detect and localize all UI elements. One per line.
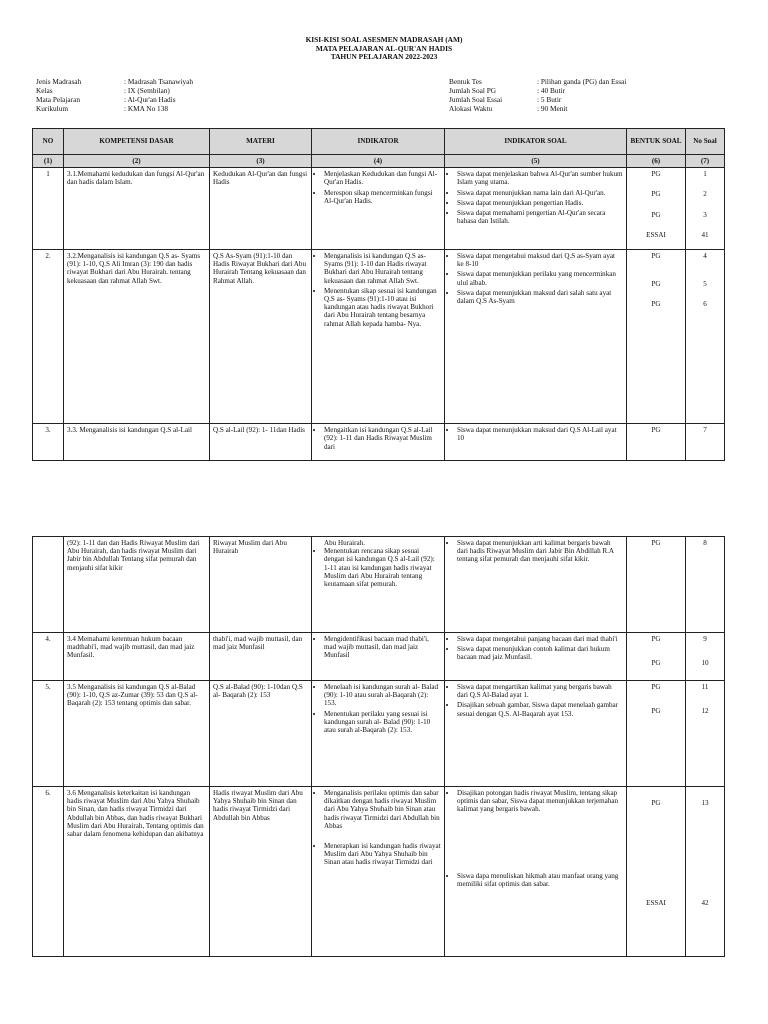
kisi-kisi-table-part-1: [32, 128, 725, 461]
bentuk-item: PG: [651, 426, 661, 435]
no-soal-item: 6: [703, 300, 707, 309]
indikator-item: • Menelaah isi kandungan surah al- Balad (90): 1-10 atau surah al-Baqarah (2): 153.: [324, 683, 441, 708]
col-number: (1): [33, 154, 64, 168]
indikator-item: • Merespon sikap mencerminkan fungsi Al-Qur'an Hadis.: [324, 189, 441, 205]
no-soal: [686, 250, 725, 424]
indikator-item: • Menganalisis isi kandungan Q.S as- Syams (91): 1-10 dan Hadis riwayat Bukhari dari Abu Hurairah tentang kekuasaan dan rahmat Allah Swt.: [324, 252, 441, 285]
indikator-soal: [445, 168, 627, 250]
bentuk-soal: [627, 168, 686, 250]
indikator-soal-item: • Siswa dapat mengetahui maksud dari Q.S as-Syam ayat ke 8-10: [457, 252, 623, 268]
bentuk-item: PG: [651, 539, 661, 547]
bentuk-soal: [627, 250, 686, 424]
table-row: [33, 424, 725, 461]
info-label: Kurikulum: [36, 104, 69, 114]
indikator-soal-item: • Siswa dapat menunjukkan perilaku yang mencerminkan ulul albab.: [457, 270, 623, 286]
info-value: : 5 Butir: [537, 95, 562, 105]
indikator-item: • Menjelaskan Kedudukan dan fungsi Al-Qur'an Hadis.: [324, 170, 441, 186]
no-soal-item: 4: [703, 252, 707, 261]
no-soal-item: 2: [703, 190, 707, 199]
indikator-soal: [445, 681, 627, 787]
info-label: Kelas: [36, 86, 53, 96]
indikator-soal-item: • Siswa dapat menunjukkan arti kalimat bergaris bawah dari hadis Riwayat Muslim dari Jabir Bin Abdillah R.A tentang sifat pemurah dan menjauhi sifat kikir.: [457, 539, 623, 564]
no-soal: [686, 168, 725, 250]
indikator-item: • Menerapkan isi kandungan hadis riwayat Muslim dari Abu Yahya Shuhaib bin Sinan atau hadis riwayat Tirmidzi dari: [324, 842, 441, 867]
no-soal-item: 13: [701, 799, 709, 807]
kompetensi-dasar: 3.1.Memahami kedudukan dan fungsi Al-Qur'an dan hadis dalam Islam.: [64, 168, 210, 250]
indikator: [312, 681, 445, 787]
no-soal-item: 9: [703, 635, 707, 643]
kompetensi-dasar: 3.2.Menganalisis isi kandungan Q.S as- Syams (91): 1-10, Q.S Ali Imran (3): 190 dan hadis riwayat Bukhari dari Abu Hurairah. tentang kekuasaan dan rahmat Allah Swt.: [64, 250, 210, 424]
info-label: Bentuk Tes: [449, 77, 482, 86]
indikator-soal: [445, 537, 627, 633]
indikator-item: • Menentukan sikap sesuai isi kandungan Q.S as- Syams (91):1-10 atau isi kandungan atau hadis riwayat Bukhori dari Abu Hurairah tentang besarnya rahmat Allah kepada hamba- Nya.: [324, 287, 441, 328]
indikator: [312, 633, 445, 681]
info-value: : IX (Sembilan): [124, 86, 170, 96]
row-no: 3.: [33, 424, 64, 461]
info-label: Mata Pelajaran: [36, 95, 80, 105]
info-right: [449, 77, 626, 113]
indikator-soal-item: • Siswa dapat mengartikan kalimat yang bergaris bawah dari Q.S Al-Balad ayat 1.: [457, 683, 623, 699]
table-row: [33, 250, 725, 424]
row-no: 1: [33, 168, 64, 250]
materi: Hadis riwayat Muslim dari Abu Yahya Shuhaib bin Sinan dan hadis riwayat Tirmidzi dari Abdullah bin Abbas: [210, 787, 312, 957]
indikator: [312, 537, 445, 633]
col-number: (5): [445, 154, 627, 168]
bentuk-item: ESSAI: [646, 899, 666, 908]
indikator-soal: [445, 424, 627, 461]
indikator-item: • Menganalisis perilaku optimis dan sabar dikaitkan dengan hadis riwayat Muslim dari Abu Yahya Shuhaib bin Sinan atau hadis riwayat Tirmidzi dari Abdullah bin Abbas: [324, 789, 441, 830]
no-soal-item: 1: [703, 170, 707, 179]
indikator: [312, 787, 445, 957]
info-label: Jumlah Soal PG: [449, 86, 497, 96]
bentuk-item: PG: [651, 210, 661, 219]
col-header-indikator-soal: INDIKATOR SOAL: [445, 129, 627, 155]
no-soal-item: 3: [703, 210, 707, 219]
kompetensi-dasar: 3.4 Memahami ketentuan hukum bacaan madthabi'i, mad wajib muttasil, dan mad jaiz Munfasil.: [64, 633, 210, 681]
bentuk-item: PG: [651, 635, 661, 643]
info-label: Alokasi Waktu: [449, 104, 493, 114]
kisi-kisi-table-part-2: [32, 536, 725, 957]
indikator-soal-item: • Siswa dapat memahami pengertian Al-Qur'an secara bahasa dan Istilah.: [457, 209, 623, 225]
row-no: 4.: [33, 633, 64, 681]
no-soal: [686, 633, 725, 681]
header-line-1: KISI-KISI SOAL ASESMEN MADRASAH (AM): [305, 35, 463, 44]
bentuk-soal: [627, 424, 686, 461]
indikator-soal-item: • Siswa dapat menjelaskan bahwa Al-Qur'an sumber hukum Islam yang utama.: [457, 170, 623, 186]
no-soal-item: 11: [701, 683, 709, 691]
indikator-soal-item: • Siswa dapat menunjukkan pengertian Hadis.: [457, 199, 623, 207]
header-line-2: MATA PELAJARAN AL-QUR'AN HADIS: [315, 43, 453, 53]
no-soal: [686, 787, 725, 957]
indikator-item: • Mengidentifikasi bacaan mad thabi'i, mad wajib muttasil, dan mad jaiz Munfasil: [324, 635, 441, 660]
header-line-3: TAHUN PELAJARAN 2022-2023: [330, 52, 438, 62]
materi: thabi'i, mad wajib muttasil, dan mad jaiz Munfasil: [210, 633, 312, 681]
indikator-soal-item: • Siswa dapat mengetahui panjang bacaan dari mad thabi'i: [457, 635, 623, 643]
kompetensi-dasar: (92): 1-11 dan dan Hadis Riwayat Muslim dari Abu Hurairah, dan hadis riwayat Muslim dari Jabir bin Abdullah Tentang sifat pemurah dan menjauhi sifat kikir: [64, 537, 210, 633]
bentuk-item: PG: [651, 252, 661, 261]
materi: Q.S As-Syam (91):1-10 dan Hadis Riwayat Bukhari dari Abu Hurairah Tentang kekuasaan dan Rahmat Allah.: [210, 250, 312, 424]
table-row: [33, 537, 725, 633]
indikator-soal: [445, 633, 627, 681]
no-soal-item: 42: [701, 899, 709, 908]
col-header-indikator: INDIKATOR: [312, 129, 445, 155]
bentuk-item: PG: [651, 170, 661, 179]
info-value: : Pilihan ganda (PG) dan Essai: [537, 77, 627, 86]
no-soal-item: 10: [701, 659, 709, 668]
document-header: [0, 36, 768, 62]
bentuk-soal: [627, 787, 686, 957]
materi: Q.S al-Balad (90): 1-10dan Q.S al- Baqarah (2): 153: [210, 681, 312, 787]
bentuk-soal: [627, 681, 686, 787]
indikator-continued: Abu Hurairah.: [324, 539, 365, 547]
materi: Q.S al-Lail (92): 1- 11dan Hadis: [210, 424, 312, 461]
bentuk-item: ESSAI: [646, 230, 666, 239]
table-row: [33, 681, 725, 787]
kompetensi-dasar: 3.6 Menganalisis keterkaitan isi kandungan hadis riwayat Muslim dari Abu Yahya Shuhaib bin Sinan, dan hadis riwayat Tirmidzi dari Abdullah bin Abbas, dan hadis riwayat Bukhari Muslim dari Abu Hurairah, Tentang optimis dan sabar dalam fenomena kehidupan dan akibatnya: [64, 787, 210, 957]
indikator-soal: [445, 787, 627, 957]
indikator: [312, 424, 445, 461]
no-soal-item: 12: [701, 707, 709, 716]
info-value: : 90 Menit: [537, 104, 568, 114]
row-no: 5.: [33, 681, 64, 787]
info-label: Jenis Madrasah: [36, 77, 82, 86]
col-number: (4): [312, 154, 445, 168]
indikator-soal-item: • Disajikan sebuah gambar, Siswa dapat menelaah gambar sesuai dengan Q.S. Al-Baqarah ayat 153.: [457, 701, 623, 717]
row-no: 2.: [33, 250, 64, 424]
materi: Kedudukan Al-Qur'an dan fungsi Hadis: [210, 168, 312, 250]
no-soal-item: 7: [703, 426, 707, 435]
table-row: [33, 168, 725, 250]
indikator-item: • Menentukan rencana sikap sesuai dengan isi kandungan Q.S al-Lail (92): 1-11 atau isi kandungan hadis riwayat Muslim dari Abu Hurairah tentang keutamaan sifat pemurah.: [324, 547, 441, 588]
bentuk-item: PG: [651, 300, 661, 309]
bentuk-soal: [627, 633, 686, 681]
no-soal: [686, 537, 725, 633]
indikator-soal-item: • Siswa dapat menunjukkan nama lain dari Al-Qur'an.: [457, 189, 623, 197]
kompetensi-dasar: 3.5 Menganalisis isi kandungan Q.S al-Balad (90): 1-10, Q.S az-Zumar (39): 53 dan Q.S al-Baqarah (2): 153 tentang optimis dan sabar.: [64, 681, 210, 787]
col-header-materi: MATERI: [210, 129, 312, 155]
col-header-kompetensi: KOMPETENSI DASAR: [64, 129, 210, 155]
no-soal: [686, 424, 725, 461]
no-soal-item: 8: [703, 539, 707, 547]
indikator-item: • Mengaitkan isi kandungan Q.S al-Lail (92): 1-11 dan Hadis Riwayat Muslim dari: [324, 426, 441, 451]
indikator-soal-item: • Disajikan potongan hadis riwayat Muslim, tentang sikap optimis dan sabar, Siswa dapat menunjukkan terjemahan kalimat yang bergaris bawah.: [457, 789, 623, 814]
indikator: [312, 168, 445, 250]
bentuk-item: PG: [651, 190, 661, 199]
indikator: [312, 250, 445, 424]
indikator-soal-item: • Siswa dapa menuliskan hikmah atau manfaat orang yang memiliki sifat optimis dan sabar.: [457, 872, 623, 888]
table-row: [33, 787, 725, 957]
bentuk-item: PG: [651, 280, 661, 289]
indikator-soal-item: • Siswa dapat menunjukkan maksud dari Q.S Al-Lail ayat 10: [457, 426, 623, 442]
info-value: : KMA No 138: [124, 104, 168, 114]
col-number: (2): [64, 154, 210, 168]
info-value: : 40 Butir: [537, 86, 565, 96]
col-header-no-soal: No Soal: [686, 129, 725, 155]
bentuk-item: PG: [651, 659, 661, 668]
info-left: [36, 77, 193, 113]
bentuk-item: PG: [651, 683, 661, 691]
indikator-soal-item: • Siswa dapat menunjukkan contoh kalimat dari hukum bacaan mad jaiz Munfasil.: [457, 645, 623, 661]
no-soal: [686, 681, 725, 787]
info-value: : Al-Qur'an Hadis: [124, 95, 176, 105]
no-soal-item: 41: [701, 230, 709, 239]
no-soal-item: 5: [703, 280, 707, 289]
col-number: (7): [686, 154, 725, 168]
info-label: Jumlah Soal Essai: [449, 95, 503, 105]
bentuk-item: PG: [651, 707, 661, 716]
col-header-bentuk-soal: BENTUK SOAL: [627, 129, 686, 155]
indikator-soal: [445, 250, 627, 424]
bentuk-soal: [627, 537, 686, 633]
col-number: (6): [627, 154, 686, 168]
indikator-item: • Menentukan perilaku yang sesuai isi kandungan surah al- Balad (90): 1-10 atau surah al-Baqarah (2): 153.: [324, 710, 441, 735]
col-number: (3): [210, 154, 312, 168]
col-header-no: NO: [33, 129, 64, 155]
indikator-soal-item: • Siswa dapat menunjukkan maksud dari salah satu ayat dalam Q.S As-Syam: [457, 289, 623, 305]
bentuk-item: PG: [651, 799, 661, 807]
kompetensi-dasar: 3.3. Menganalisis isi kandungan Q.S al-Lail: [64, 424, 210, 461]
materi: Riwayat Muslim dari Abu Hurairah: [210, 537, 312, 633]
info-value: : Madrasah Tsanawiyah: [124, 77, 194, 86]
table-row: [33, 633, 725, 681]
row-no: 6.: [33, 787, 64, 957]
row-no: [33, 537, 64, 633]
